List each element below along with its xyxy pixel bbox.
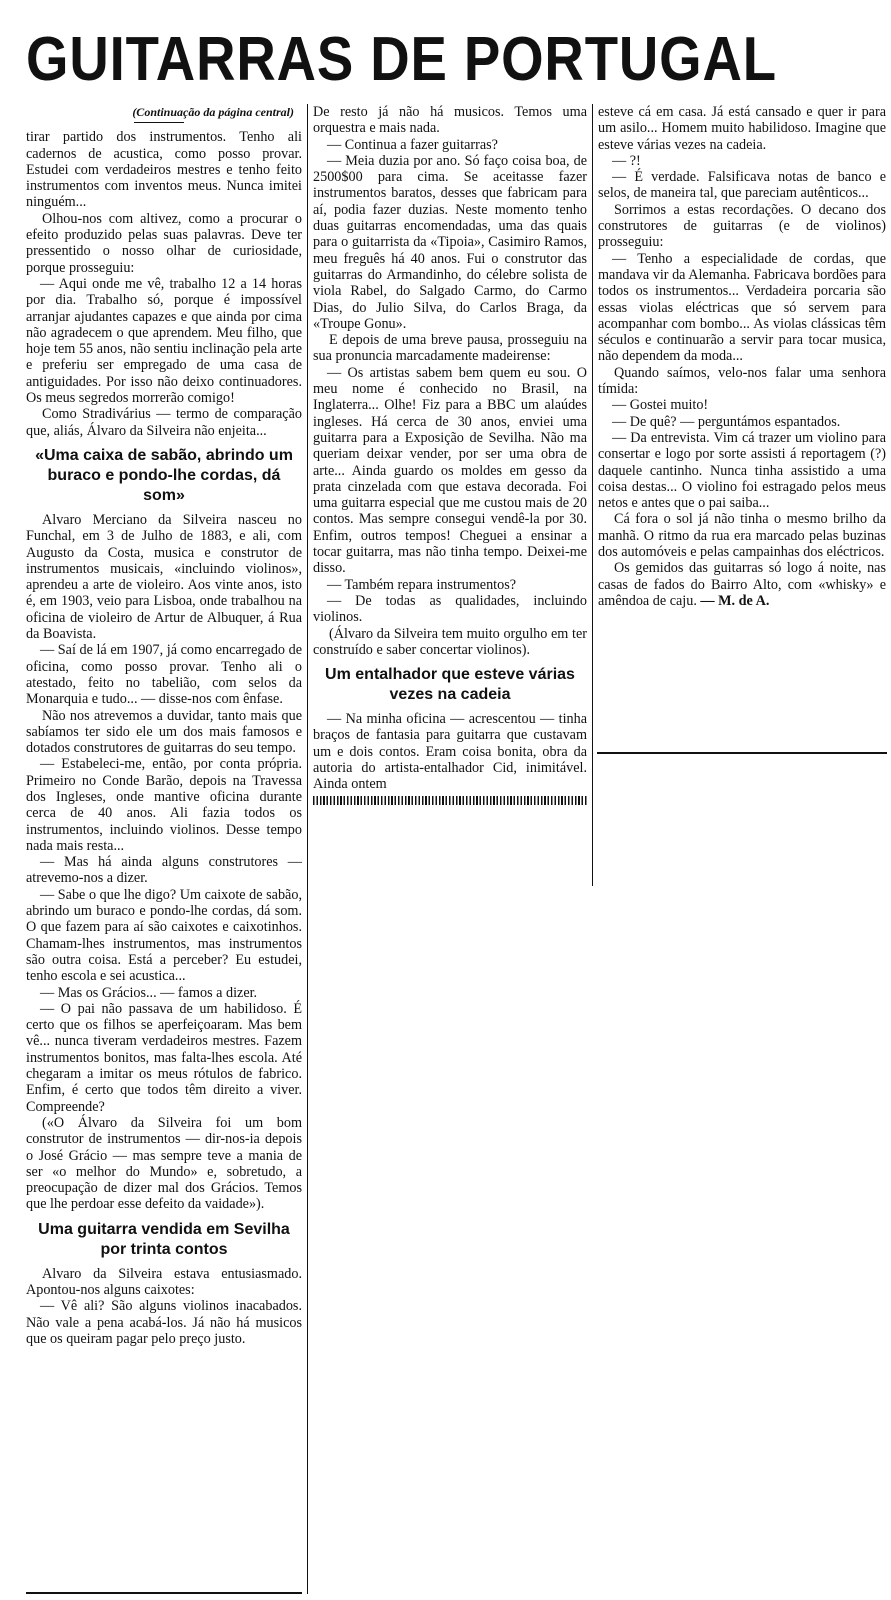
continuation-note: (Continuação da página central) <box>132 105 294 119</box>
paragraph: Alvaro da Silveira estava entusiasmado. Apontou-nos alguns caixotes: <box>26 1265 302 1298</box>
paragraph <box>598 560 886 609</box>
paragraph: — Aqui onde me vê, trabalho 12 a 14 horas por dia. Trabalho só, porque é impossível arranjar ajudantes capazes e que ainda por cima não agradecem o que aprendem. Meu filho, que hoje tem 55 anos, não sentiu inclinação pela arte e preferiu ser empregado de uma casa de antiguidades. Por isso não deixo continuadores. Os meus segredos morrerão comigo! <box>26 275 302 407</box>
paragraph: («O Álvaro da Silveira foi um bom construtor de instrumentos — dir-nos-ia depois o José Grácio — mas sempre teve a mania de ser «o melhor do Mundo» e, sobretudo, a preocupação de dizer mal dos Grácios. Temos que lhe perdoar esse defeito da vaidade»). <box>26 1114 302 1213</box>
subheading-guitarra-vendida: Uma guitarra vendida em Sevilha por trinta contos <box>38 1220 290 1258</box>
paragraph: — Mas há ainda alguns construtores — atrevemo-nos a dizer. <box>26 854 302 887</box>
paragraph: — Meia duzia por ano. Só faço coisa boa, de 2500$00 para cima. Se aceitasse fazer instrumentos baratos, desses que fabricam para aí, podia fazer duzias. Neste momento tenho duas guitarras encomendadas, uma das quais para o guitarrista da «Tipoia», Casimiro Ramos, meu freguês há 40 anos. Fui o construtor das guitarras do Armandinho, do célebre solista de viola Rabel, do Salgado Carmo, do Carmo Dias, do Julio Silva, do Carlos Braga, da «Troupe Gonu». <box>313 152 587 332</box>
paragraph: Sorrimos a estas recordações. O decano dos construtores de guitarras (e de violinos) prosseguiu: <box>598 201 886 251</box>
paragraph: De resto já não há musicos. Temos uma orquestra e mais nada. <box>313 104 587 137</box>
paragraph: esteve cá em casa. Já está cansado e quer ir para um asilo... Homem muito habilidoso. Imagine que esteve várias vezes na cadeia. <box>598 104 886 153</box>
paragraph: — Gostei muito! <box>612 397 709 414</box>
paragraph: — Saí de lá em 1907, já como encarregado de oficina, como posso provar. Tenho ali o atestado, feito no tabelião, com selos da Monarquia e tudo... — disse-nos com ênfase. <box>26 642 302 708</box>
article-column-2 <box>313 104 587 805</box>
subheading-caixa-de-sabao: «Uma caixa de sabão, abrindo um buraco e pondo-lhe cordas, dá som» <box>35 446 293 504</box>
paragraph: — Mas os Grácios... — famos a dizer. <box>40 984 258 1001</box>
paragraph: — Na minha oficina — acrescentou — tinha braços de fantasia para guitarra que custavam um e dois contos. Eram coisa bonita, obra da autoria do artista-entalhador Cid, inimitável. Ainda ontem <box>313 711 587 793</box>
final-paragraph-text: Os gemidos das guitarras só logo á noite, nas casas de fados do Bairro Alto, com «whisky» e amêndoa de caju. <box>598 560 886 609</box>
paragraph: — Continua a fazer guitarras? <box>327 136 498 153</box>
article-column-1 <box>26 104 302 1347</box>
column3-end-rule <box>597 752 887 754</box>
paragraph: Cá fora o sol já não tinha o mesmo brilho da manhã. O ritmo da rua era marcado pelas buzinas dos automóveis e pelas campainhas dos eléctricos. <box>598 511 886 561</box>
paragraph: — O pai não passava de um habilidoso. É certo que os filhos se aperfeiçoaram. Mas bem vê... nunca tiveram verdadeiros mestres. Fazem instrumentos bonitos, mas falta-lhes escola. Até chegaram a imitar os meus rótulos de fabrico. Enfim, é certo que todos têm direito a viver. Compreende? <box>26 1000 302 1115</box>
paragraph: — Sabe o que lhe digo? Um caixote de sabão, abrindo um buraco e pondo-lhe cordas, dá som. O que fazem para aí são caixotes e caixotinhos. Chamam-lhes instrumentos, mas instrumentos são outra coisa. Está a perceber? Eu estudei, tenho escola e sei acustica... <box>26 886 302 985</box>
paragraph: — Os artistas sabem bem quem eu sou. O meu nome é conhecido no Brasil, na Inglaterra... Olhe! Fiz para a BBC um alaúdes ingleses. Há cerca de 30 anos, enviei uma guitarra para a Exposição de Sevilha. Não ma queriam deixar vender, por ser uma obra de arte... Ainda guardo os moldes em gesso da prata cinzelada com que estava decorada. Foi uma guitarra especial que me custou mais de 20 contos. Mas sempre consegui vendê-la por 30. Enfim, outros tempos! Cheguei a ensinar a tocar guitarra, mas não tinha tempo. Deixei-me disso. <box>313 364 587 577</box>
column-rule-middle <box>592 104 593 886</box>
paragraph: — Tenho a especialidade de cordas, que mandava vir da Alemanha. Fabricava bordões para todos os instrumentos... Verdadeira porcaria são essas violas eléctricas que só servem para acompanhar com bombo... As violas clássicas têm séculos e continuarão a servir para tocar musica, não dependem da moda... <box>598 250 886 365</box>
author-signature: — M. de A. <box>700 592 770 609</box>
paragraph: Não nos atrevemos a duvidar, tanto mais que sabíamos ter sido ele um dos mais famosos e dotados construtores de guitarras do seu tempo. <box>26 707 302 757</box>
headline: GUITARRAS DE PORTUGAL <box>26 25 777 94</box>
paragraph: Alvaro Merciano da Silveira nasceu no Funchal, em 3 de Julho de 1883, e ali, com Augusto da Costa, musica e construtor de instrumentos musicais, «incluindo violinos», aprendeu a arte de violeiro. Aos vinte anos, isto é, em 1903, veio para Lisboa, onde trabalhou na oficina de violeiro de Artur de Albuquer, á Rua da Boavista. <box>26 511 302 643</box>
paragraph: — É verdade. Falsificava notas de banco e selos, de maneira tal, que pareciam autênticos... <box>598 169 886 202</box>
paragraph: — Também repara instrumentos? <box>327 576 517 593</box>
paragraph: — Vê ali? São alguns violinos inacabados. Não vale a pena acabá-los. Já não há musicos que os queiram pagar pelo preço justo. <box>26 1298 302 1347</box>
paragraph: Quando saímos, velo-nos falar uma senhora tímida: <box>598 364 886 398</box>
paragraph: — Estabeleci-me, então, por conta própria. Primeiro no Conde Barão, depois na Travessa dos Ingleses, onde mantive oficina durante cerca de 40 anos. Ali fazia todos os instrumentos, incluindo violinos. Desse tempo nada mais resta... <box>26 756 302 854</box>
continuation-rule <box>134 122 184 123</box>
paragraph: Como Stradivárius — termo de comparação que, aliás, Álvaro da Silveira não enjeita... <box>26 406 302 439</box>
subheading-entalhador: Um entalhador que esteve várias vezes na cadeia <box>325 666 575 704</box>
article-column-3 <box>598 104 886 609</box>
paragraph: — De quê? — perguntámos espantados. <box>612 413 841 430</box>
paragraph: Olhou-nos com altivez, como a procurar o efeito produzido pelas suas palavras. Deve ter pressentido o nosso olhar de curiosidade, porque prosseguiu: <box>26 210 302 276</box>
paragraph: (Álvaro da Silveira tem muito orgulho em ter construído e saber concertar violinos). <box>313 625 587 658</box>
bottom-rule <box>26 1592 302 1594</box>
paragraph: E depois de uma breve pausa, prosseguiu na sua pronuncia marcadamente madeirense: <box>313 332 587 365</box>
paragraph: — ?! <box>612 152 641 169</box>
column-rule-left <box>307 104 308 1594</box>
paragraph: — De todas as qualidades, incluindo violinos. <box>313 592 587 626</box>
paragraph: tirar partido dos instrumentos. Tenho ali cadernos de acustica, como posso provar. Estudei com verdadeiros mestres e tenho feito instrumentos com inventos meus. Nunca imitei ninguém... <box>26 129 302 211</box>
paragraph: — Da entrevista. Vim cá trazer um violino para consertar e logo por sorte assisti á reportagem (?) daquele cantinho. Nunca tinha assistido a uma coisa destas... O violino foi estragado pelos meus netos e antes que o pai saiba... <box>598 429 886 512</box>
column-end-marker <box>313 796 587 805</box>
